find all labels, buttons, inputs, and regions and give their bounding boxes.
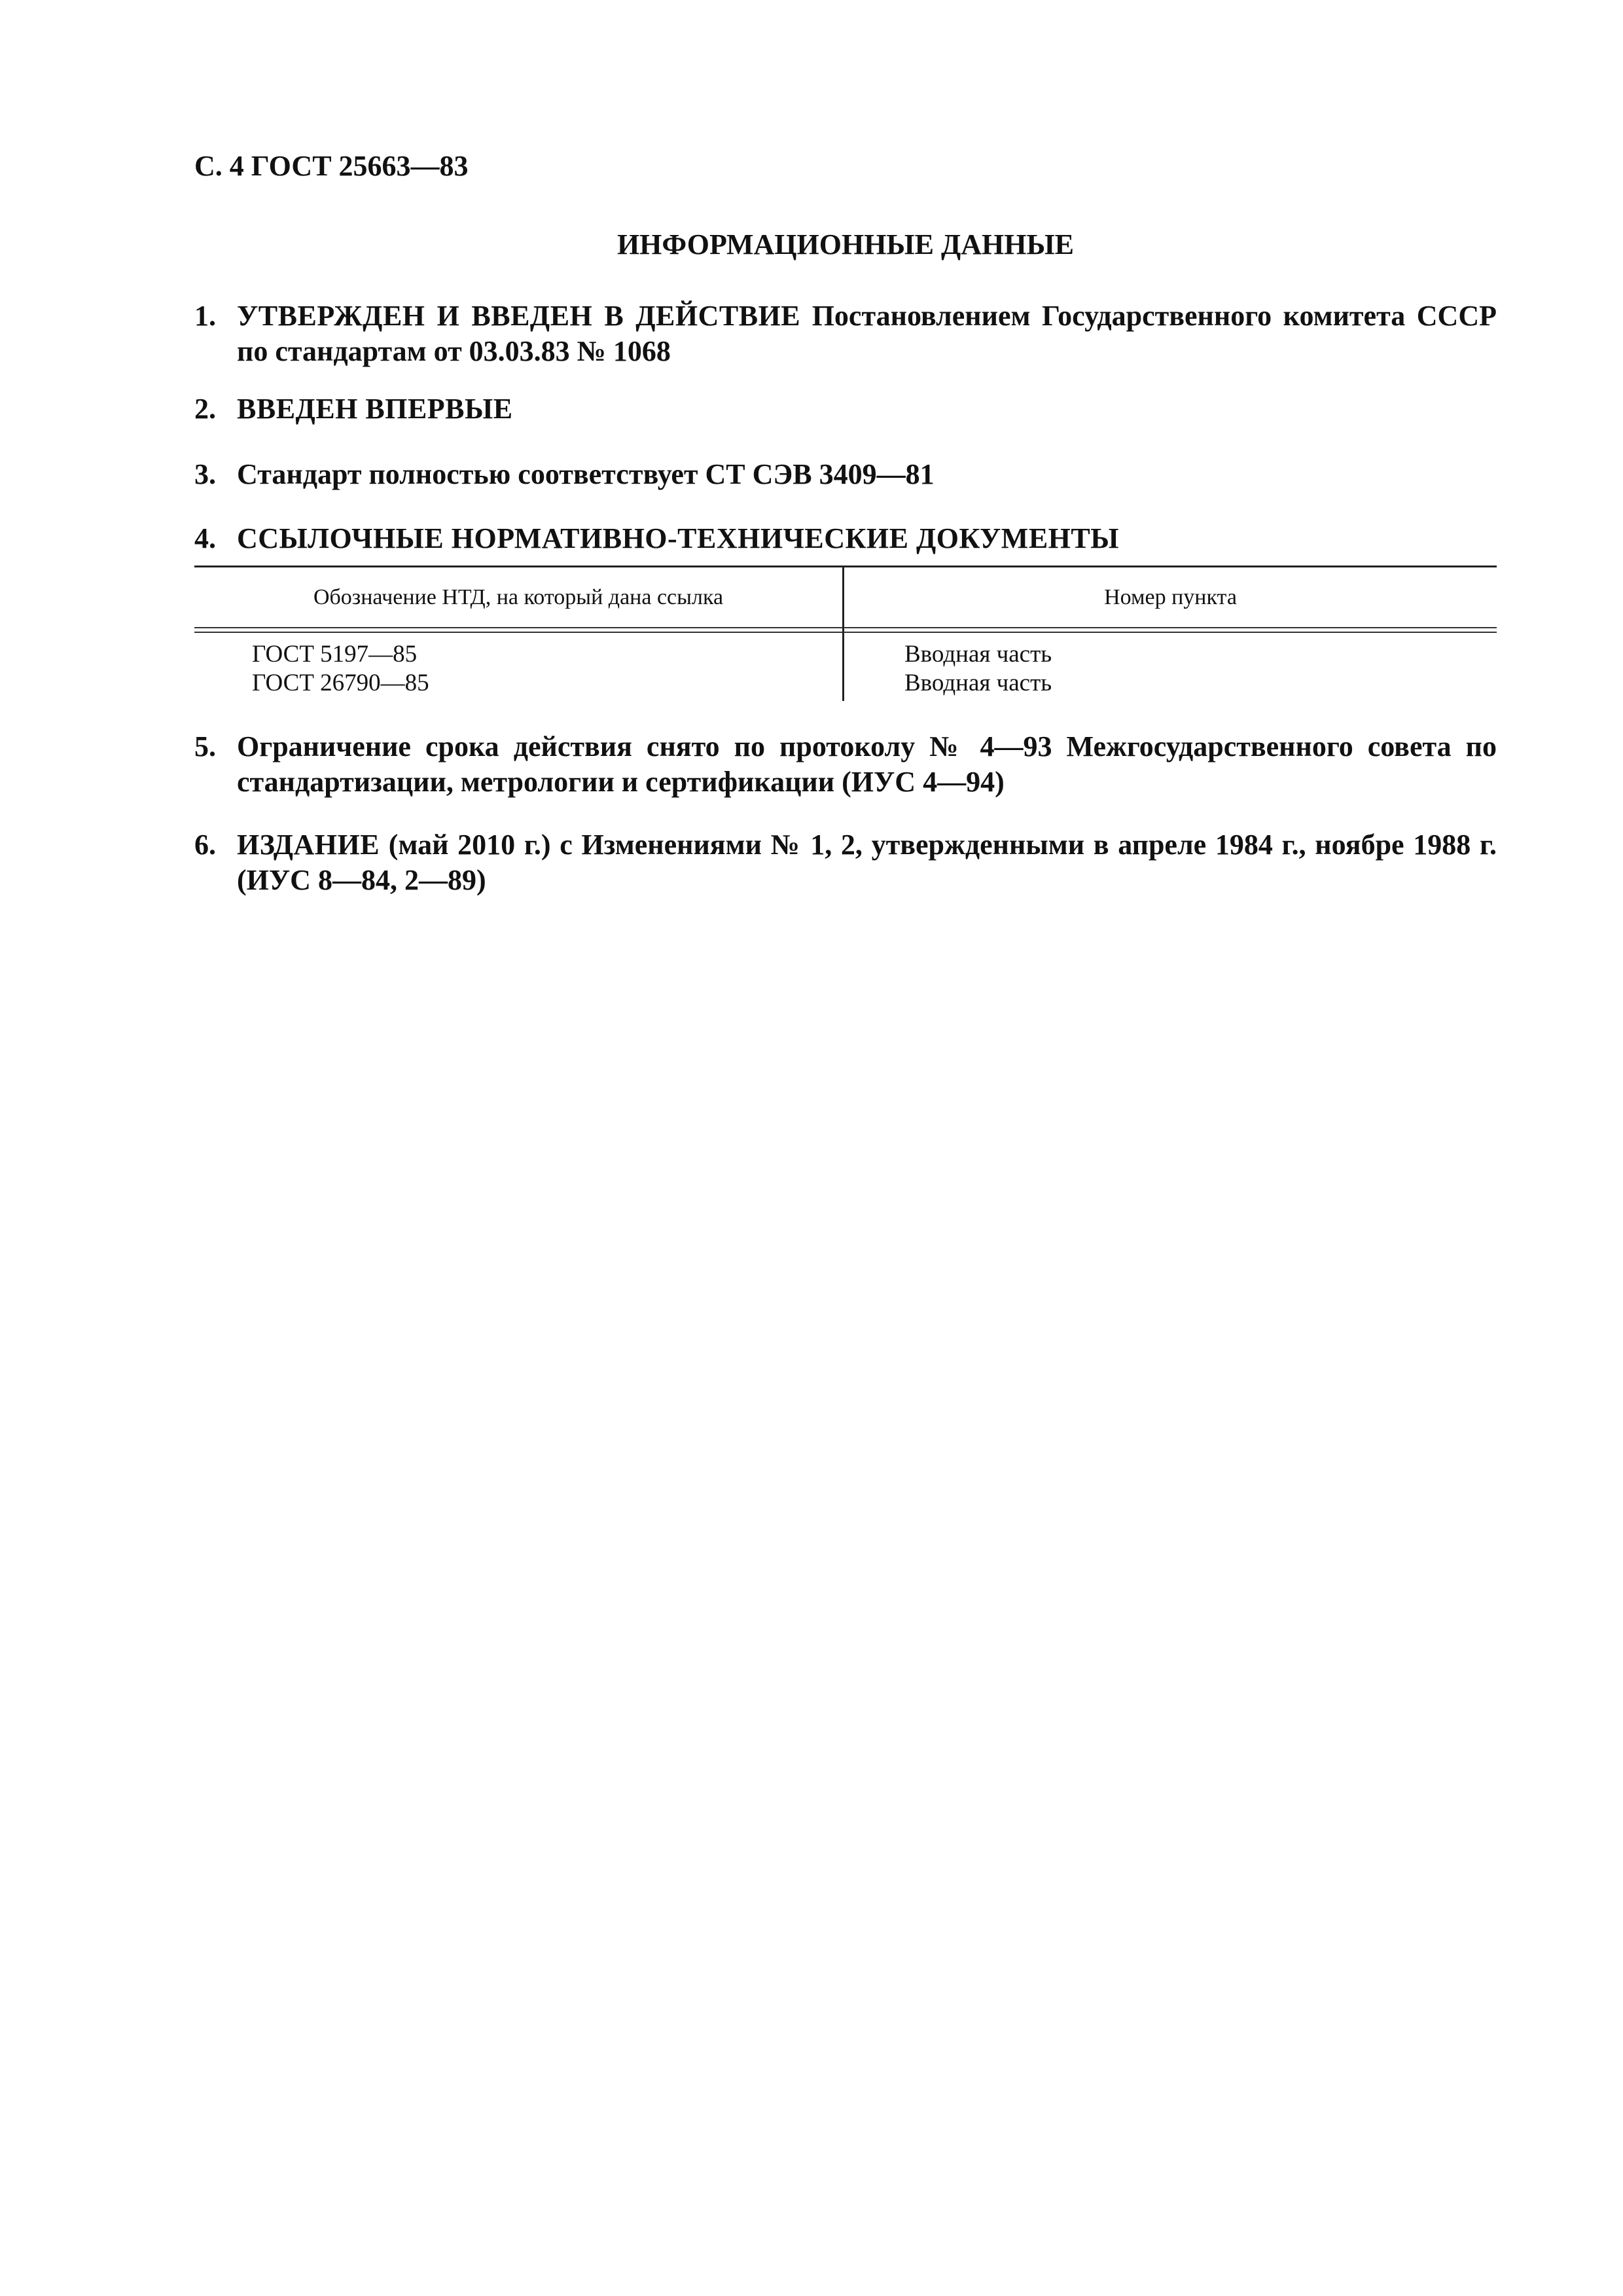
table-header-rule: [194, 627, 1497, 628]
document-title: ИНФОРМАЦИОННЫЕ ДАННЫЕ: [616, 228, 1075, 260]
item-text: (май 2010 г.) с Изменениями № 1, 2, утвержденными в апреле 1984 г., ноябре 1988 г. (ИУС 8—84, 2—89): [237, 829, 1497, 896]
info-item-3: [194, 457, 1497, 492]
item-caps-text: УТВЕРЖДЕН И ВВЕДЕН В ДЕЙСТВИЕ: [237, 300, 801, 332]
item-body: [237, 827, 1497, 898]
item-number: 1.: [194, 300, 216, 332]
item-number: 6.: [194, 829, 216, 861]
table-cell-document: ГОСТ 5197—85: [252, 641, 418, 668]
item-body: ВВЕДЕН ВПЕРВЫЕ: [237, 393, 513, 425]
item-body: [237, 298, 1497, 369]
item-number: 5.: [194, 730, 216, 762]
table-cell-clause: Вводная часть: [904, 670, 1052, 696]
item-body: Стандарт полностью соответствует СТ СЭВ 3409—81: [237, 458, 935, 490]
item-number: 2.: [194, 393, 216, 425]
info-item-2: [194, 391, 1497, 427]
table-header-rule: [194, 632, 1497, 633]
info-item-1: [194, 298, 1497, 369]
table-cell-clause: Вводная часть: [904, 641, 1052, 668]
table-top-rule: [194, 565, 1497, 567]
item-text: Постановлением Государственного комитета СССР по стандартам от 03.03.83 № 1068: [237, 300, 1497, 367]
info-item-6: [194, 827, 1497, 898]
item-body: Ограничение срока действия снято по протоколу № 4—93 Межгосударственного совета по стандартизации, метрологии и сертификации (ИУС 4—94): [237, 730, 1497, 798]
item-body: ССЫЛОЧНЫЕ НОРМАТИВНО-ТЕХНИЧЕСКИЕ ДОКУМЕНТЫ: [237, 522, 1119, 554]
item-number: 4.: [194, 522, 216, 554]
reference-table: [194, 565, 1497, 701]
item-number: 3.: [194, 458, 216, 490]
info-item-5: [194, 729, 1497, 800]
page-header: С. 4 ГОСТ 25663—83: [194, 150, 469, 182]
table-cell-document: ГОСТ 26790—85: [252, 670, 429, 696]
table-header-document: Обозначение НТД, на который дана ссылка: [313, 585, 724, 609]
info-item-4: [194, 521, 1497, 556]
item-caps-text: ИЗДАНИЕ: [237, 829, 380, 861]
table-header-clause: Номер пункта: [1104, 585, 1237, 609]
